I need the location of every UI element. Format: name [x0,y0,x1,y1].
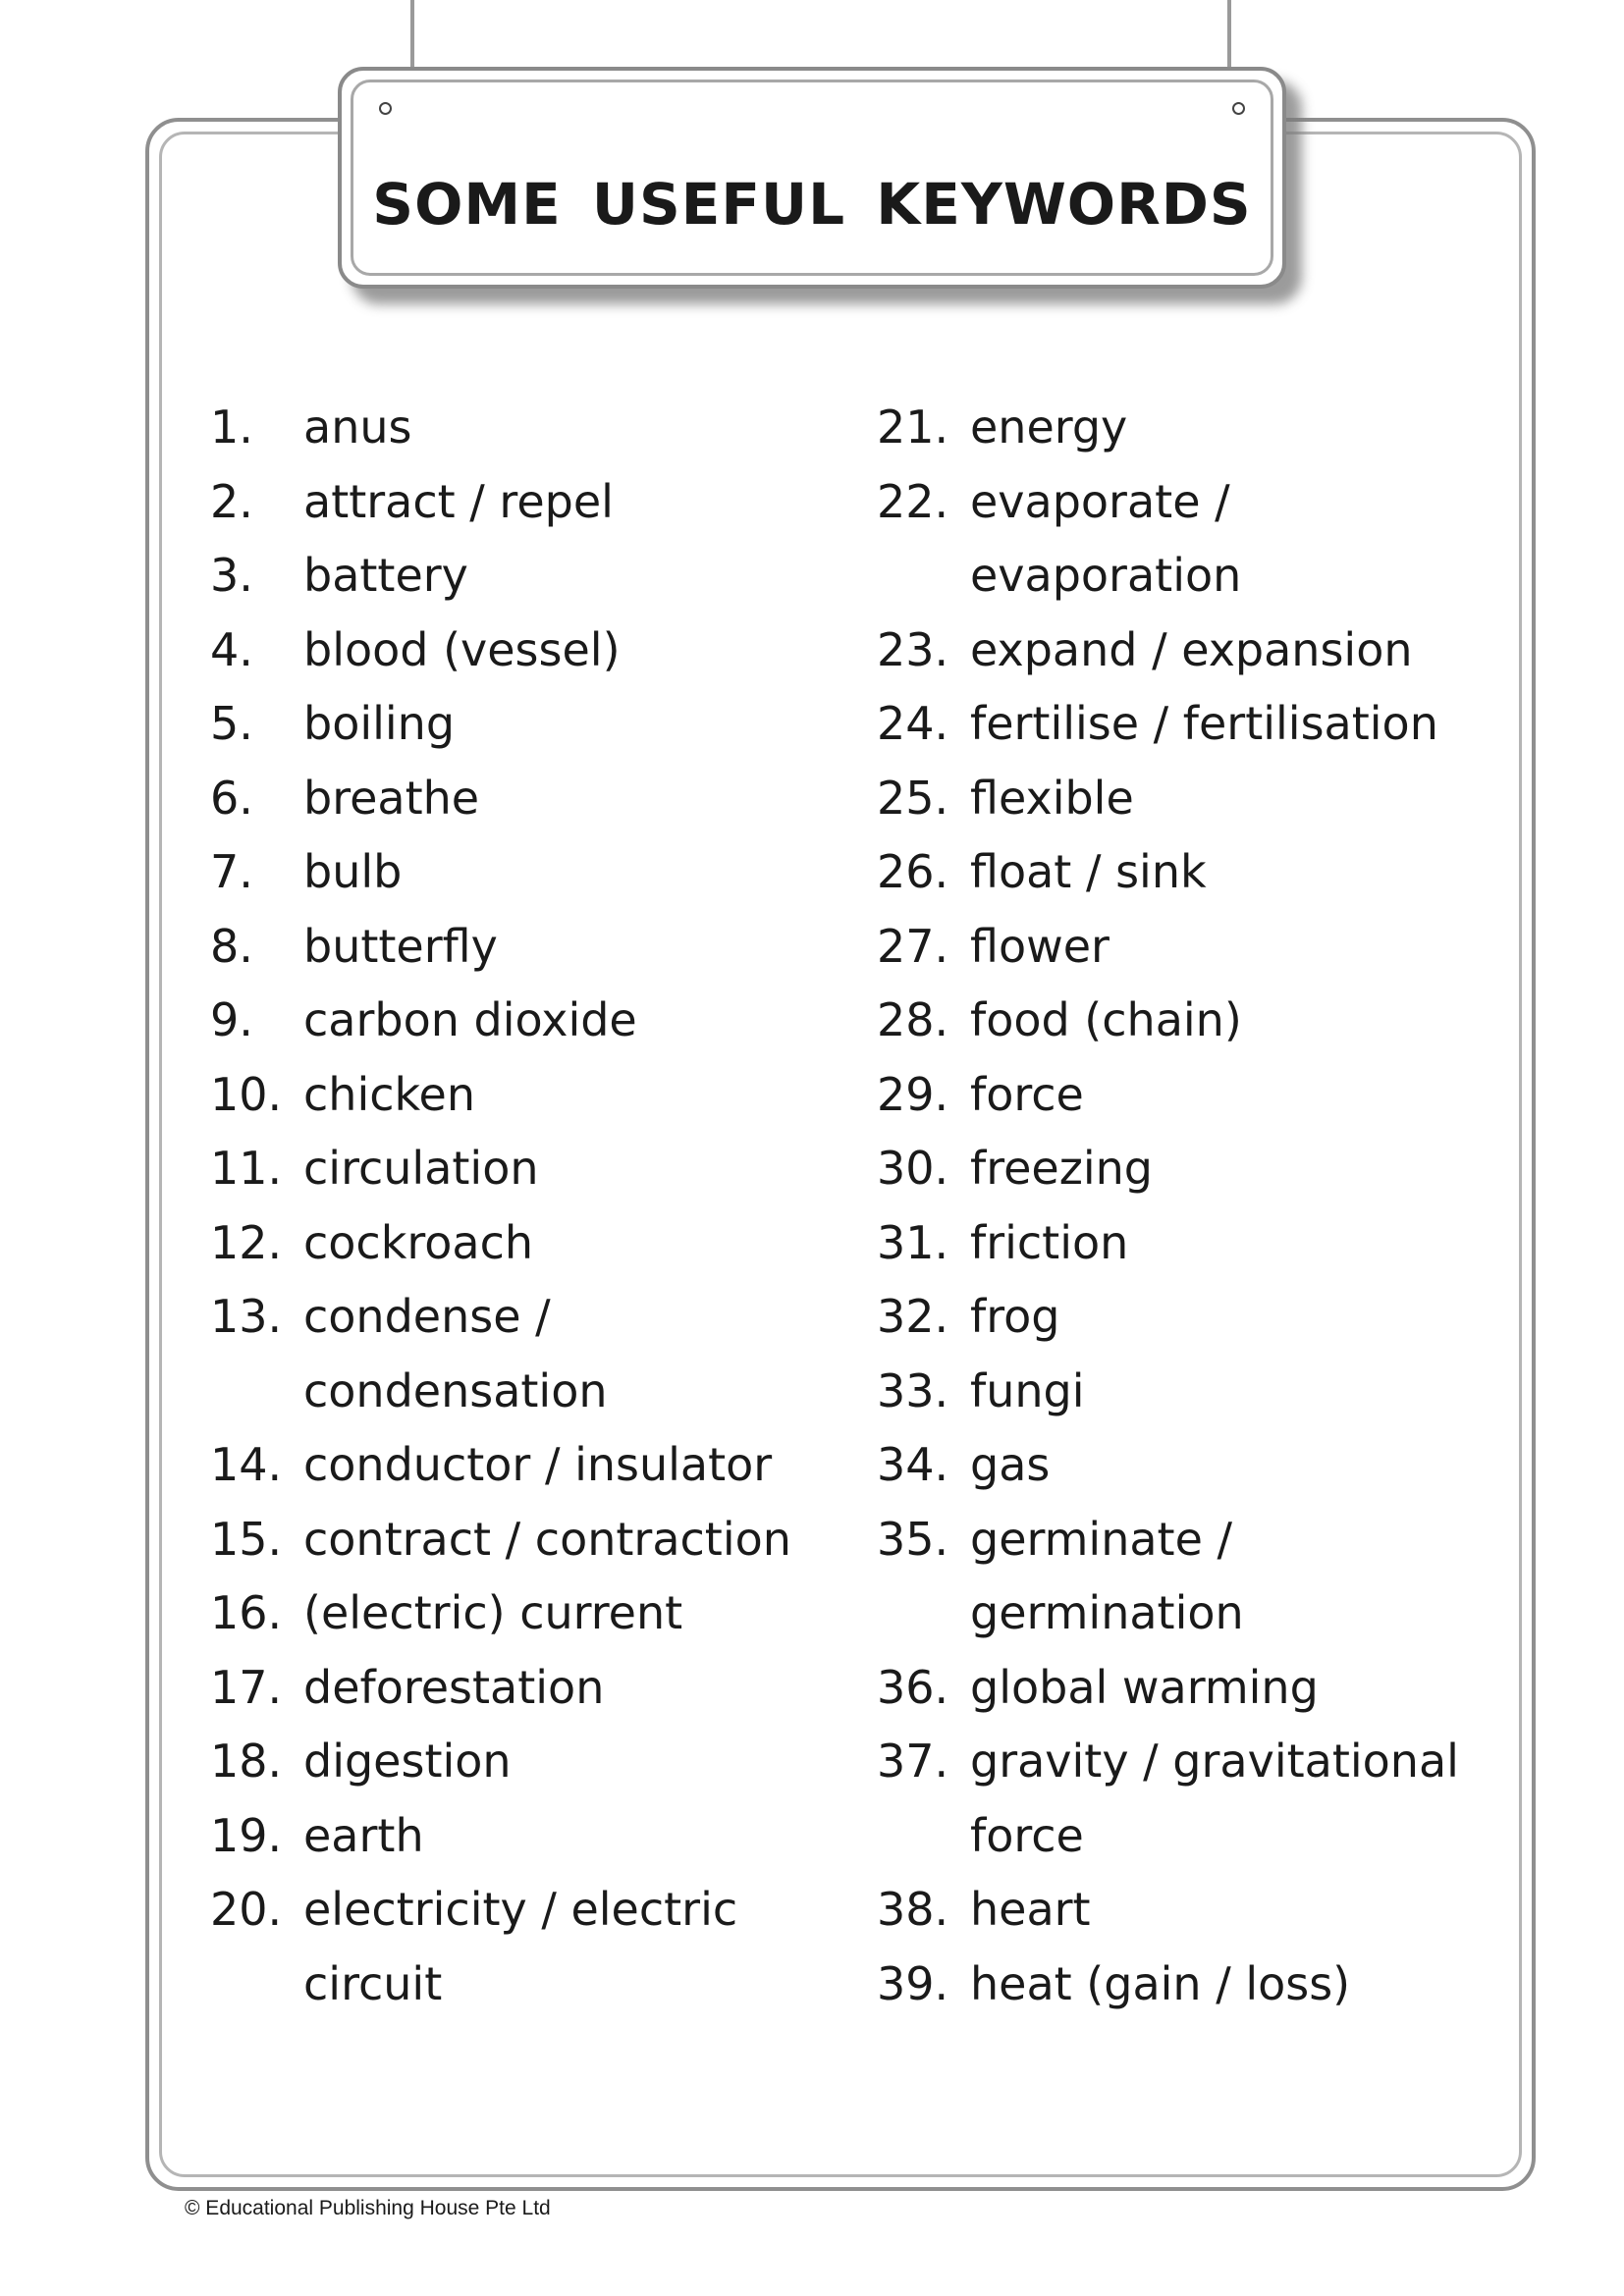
keyword-item [210,984,819,1058]
keyword-number: 7. [210,845,253,898]
keyword-number: 24. [877,697,949,750]
keyword-number: 32. [877,1290,949,1343]
keyword-number: 11. [210,1142,283,1195]
keyword-number: 15. [210,1512,283,1566]
keyword-number: 20. [210,1883,283,1936]
keyword-item [877,687,1505,762]
keyword-number: 12. [210,1215,283,1269]
hanging-string-left [410,0,414,77]
keyword-item [877,1280,1505,1355]
keyword-list-left [210,391,819,2021]
keyword-term: frog [970,1290,1060,1343]
keyword-number: 2. [210,474,253,528]
keyword-number: 8. [210,919,253,973]
keyword-item [210,687,819,762]
keyword-number: 38. [877,1883,949,1936]
keyword-term: electricity / electric circuit [303,1883,738,2010]
keyword-number: 5. [210,697,253,750]
keyword-item [877,1428,1505,1503]
keyword-term: global warming [970,1660,1319,1714]
keyword-term: bulb [303,845,403,898]
keyword-number: 9. [210,993,253,1046]
hanging-hole-left-icon [379,102,392,115]
keyword-number: 39. [877,1956,949,2010]
keyword-term: heart [970,1883,1091,1936]
keyword-number: 6. [210,771,253,825]
keyword-item [877,762,1505,836]
keyword-item [210,1576,819,1651]
keyword-number: 1. [210,400,253,454]
keyword-number: 19. [210,1808,283,1862]
keyword-item [877,391,1505,465]
keyword-item [877,1355,1505,1429]
keyword-number: 30. [877,1142,949,1195]
keyword-term: chicken [303,1067,475,1121]
keyword-item [210,539,819,614]
keyword-term: contract / contraction [303,1512,791,1566]
keyword-term: attract / repel [303,474,614,528]
keyword-number: 10. [210,1067,283,1121]
keyword-term: expand / expansion [970,622,1413,676]
keyword-term: butterfly [303,919,498,973]
keyword-item [210,1280,819,1428]
keyword-item [877,1725,1505,1873]
keyword-term: breathe [303,771,480,825]
keyword-term: carbon dioxide [303,993,637,1046]
keyword-number: 18. [210,1735,283,1788]
keyword-item [877,614,1505,688]
keyword-term: germinate / germination [970,1512,1244,1639]
keyword-item [210,1206,819,1281]
keyword-item [210,391,819,465]
page-title: SOME USEFUL KEYWORDS [372,171,1252,238]
keyword-item [210,614,819,688]
keyword-term: heat (gain / loss) [970,1956,1351,2010]
keyword-item [210,1873,819,2021]
keyword-item [210,1132,819,1206]
keyword-term: (electric) current [303,1586,683,1639]
keyword-item [877,1132,1505,1206]
keyword-term: boiling [303,697,456,750]
keyword-number: 34. [877,1438,949,1491]
keyword-term: cockroach [303,1215,534,1269]
keyword-item [877,835,1505,910]
keyword-item [877,465,1505,614]
keyword-term: energy [970,400,1128,454]
keyword-term: force [970,1067,1084,1121]
keyword-number: 16. [210,1586,283,1639]
keyword-item [210,910,819,985]
keyword-term: flexible [970,771,1134,825]
keyword-term: flower [970,919,1110,973]
keyword-item [210,1799,819,1874]
keyword-item [877,1948,1505,2022]
keyword-item [210,1503,819,1577]
keyword-item [877,1206,1505,1281]
keyword-number: 3. [210,549,253,602]
keyword-term: deforestation [303,1660,605,1714]
keyword-number: 35. [877,1512,949,1566]
keyword-list-right [877,391,1505,2021]
keyword-term: float / sink [970,845,1207,898]
keyword-item [210,762,819,836]
keyword-number: 4. [210,622,253,676]
keyword-term: friction [970,1215,1129,1269]
keyword-item [210,1651,819,1726]
keyword-item [877,1503,1505,1651]
keyword-term: evaporate / evaporation [970,474,1242,602]
keyword-term: fungi [970,1363,1085,1417]
copyright-footer: © Educational Publishing House Pte Ltd [185,2197,551,2219]
keyword-number: 37. [877,1735,949,1788]
keyword-term: earth [303,1808,424,1862]
keyword-number: 22. [877,474,949,528]
keyword-term: freezing [970,1142,1153,1195]
keyword-number: 23. [877,622,949,676]
keyword-item [877,910,1505,985]
keyword-number: 14. [210,1438,283,1491]
keyword-term: digestion [303,1735,512,1788]
hanging-string-right [1227,0,1231,77]
keyword-number: 25. [877,771,949,825]
keyword-number: 29. [877,1067,949,1121]
keyword-item [210,1725,819,1799]
keyword-term: food (chain) [970,993,1242,1046]
hanging-hole-right-icon [1232,102,1245,115]
keyword-item [877,1058,1505,1133]
keyword-number: 13. [210,1290,283,1343]
keyword-term: circulation [303,1142,539,1195]
keyword-term: battery [303,549,468,602]
keyword-item [210,1058,819,1133]
keyword-number: 26. [877,845,949,898]
keyword-number: 17. [210,1660,283,1714]
title-plate [338,67,1286,289]
keyword-item [210,1428,819,1503]
keyword-item [210,835,819,910]
keyword-term: fertilise / fertilisation [970,697,1438,750]
keyword-item [877,1873,1505,1948]
keyword-number: 36. [877,1660,949,1714]
keyword-item [877,1651,1505,1726]
keyword-term: gas [970,1438,1051,1491]
keyword-number: 33. [877,1363,949,1417]
keyword-term: anus [303,400,412,454]
keyword-term: gravity / gravitational force [970,1735,1459,1862]
keyword-term: blood (vessel) [303,622,621,676]
keyword-term: conductor / insulator [303,1438,773,1491]
keyword-item [877,984,1505,1058]
keyword-number: 31. [877,1215,949,1269]
keyword-term: condense / condensation [303,1290,608,1417]
keyword-number: 28. [877,993,949,1046]
keyword-number: 27. [877,919,949,973]
keyword-item [210,465,819,540]
keyword-number: 21. [877,400,949,454]
